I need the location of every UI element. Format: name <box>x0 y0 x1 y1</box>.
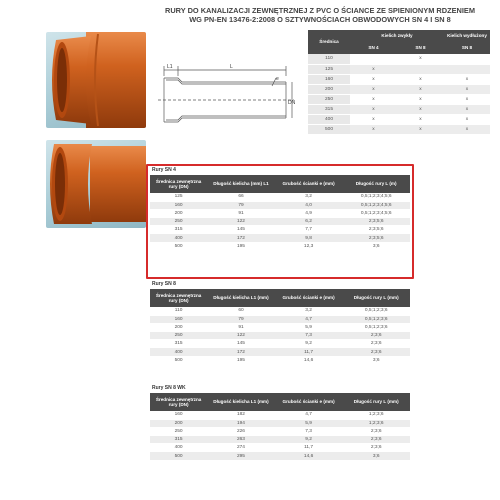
cell-diameter: 500 <box>150 242 207 250</box>
col-socket-length: Długość kielicha L1 (mm) <box>207 393 275 411</box>
cell-availability: x <box>397 54 444 64</box>
cell-wall-thickness: 7,3 <box>275 332 343 340</box>
table-row <box>150 201 410 209</box>
cell-wall-thickness: 3,2 <box>275 193 343 201</box>
col-pipe-length: Długość rury L (mm) <box>342 393 410 411</box>
col-sn8-ext: SN 8 <box>444 42 490 54</box>
cell-socket-length: 91 <box>207 209 275 217</box>
cell-wall-thickness: 4,7 <box>275 315 343 323</box>
cell-wall-thickness: 9,8 <box>275 234 343 242</box>
table-row <box>150 332 410 340</box>
cell-availability: x <box>397 114 444 124</box>
cell-wall-thickness: 5,9 <box>275 323 343 331</box>
cell-wall-thickness: 11,7 <box>275 444 343 452</box>
cell-diameter: 250 <box>150 218 207 226</box>
cell-diameter: 200 <box>150 209 207 217</box>
table-row <box>150 307 410 315</box>
col-pipe-length: Długość rury L (m) <box>342 175 410 193</box>
cell-availability <box>350 54 397 64</box>
cell-diameter: 160 <box>150 315 207 323</box>
table-row <box>308 94 490 104</box>
table-row <box>150 356 410 364</box>
cell-diameter: 125 <box>308 64 350 74</box>
cell-pipe-length: 3;6 <box>342 356 410 364</box>
cell-pipe-length: 1;2;3;6 <box>342 411 410 419</box>
cell-pipe-length: 3;6 <box>342 242 410 250</box>
table-row <box>150 411 410 419</box>
cell-pipe-length: 2;3;5;6 <box>342 226 410 234</box>
diagram-label-l: L <box>230 64 233 70</box>
cell-wall-thickness: 7,3 <box>275 427 343 435</box>
table-row <box>308 64 490 74</box>
table-row <box>308 74 490 84</box>
cell-wall-thickness: 12,3 <box>275 242 343 250</box>
section-sn8-wk <box>150 384 410 461</box>
cell-pipe-length: 0,5;1;2;3;4;5;6 <box>342 193 410 201</box>
table-row <box>150 209 410 217</box>
col-wall-thickness: Grubość ścianki e (mm) <box>275 393 343 411</box>
table-row <box>308 84 490 94</box>
cell-socket-length: 295 <box>207 452 275 460</box>
cell-socket-length: 60 <box>207 307 275 315</box>
table-row <box>150 218 410 226</box>
cell-availability: x <box>350 104 397 114</box>
col-wall-thickness: Grubość ścianki e (mm) <box>275 289 343 307</box>
table-row <box>308 124 490 134</box>
table-row <box>150 452 410 460</box>
col-socket-length: Długość kielicha (mm) L1 <box>207 175 275 193</box>
cell-diameter: 500 <box>150 452 207 460</box>
cell-socket-length: 172 <box>207 234 275 242</box>
cell-availability <box>444 64 490 74</box>
table-row <box>308 114 490 124</box>
cell-availability: x <box>397 124 444 134</box>
cell-socket-length: 172 <box>207 348 275 356</box>
diagram-label-dn: DN <box>288 100 296 106</box>
col-diameter: Średnica zewnętrzna rury (DN) <box>150 393 207 411</box>
table-row <box>150 427 410 435</box>
cell-pipe-length: 2;3;5;6 <box>342 218 410 226</box>
table-row <box>150 436 410 444</box>
cell-pipe-length: 2;3;6 <box>342 340 410 348</box>
cell-socket-length: 145 <box>207 226 275 234</box>
cell-availability: x <box>397 94 444 104</box>
cell-socket-length: 122 <box>207 218 275 226</box>
cell-availability <box>397 64 444 74</box>
table-row <box>150 234 410 242</box>
cell-availability: x <box>397 84 444 94</box>
title-line-2: WG PN-EN 13476-2:2008 O SZTYWNOŚCIACH OBWODOWYCH SN 4 I SN 8 <box>189 15 451 24</box>
cell-wall-thickness: 4,9 <box>275 209 343 217</box>
cell-socket-length: 195 <box>207 242 275 250</box>
cell-pipe-length: 0,5;1;2;3;6 <box>342 323 410 331</box>
sn-availability-table <box>308 30 490 135</box>
cell-pipe-length: 2;3;5;6 <box>342 234 410 242</box>
sn8-table <box>150 289 410 365</box>
cell-diameter: 315 <box>308 104 350 114</box>
cell-diameter: 250 <box>150 332 207 340</box>
table-row <box>150 315 410 323</box>
cell-diameter: 315 <box>150 340 207 348</box>
cell-pipe-length: 0,5;1;2;3;6 <box>342 307 410 315</box>
cell-wall-thickness: 6,2 <box>275 218 343 226</box>
cell-socket-length: 79 <box>207 201 275 209</box>
col-sn8: SN 8 <box>397 42 444 54</box>
cell-diameter: 110 <box>150 307 207 315</box>
cell-socket-length: 122 <box>207 332 275 340</box>
cell-wall-thickness: 4,0 <box>275 201 343 209</box>
cell-availability: x <box>444 94 490 104</box>
cell-socket-length: 145 <box>207 340 275 348</box>
cell-wall-thickness: 4,7 <box>275 411 343 419</box>
col-diameter: Średnica <box>308 30 350 54</box>
cell-availability: x <box>350 94 397 104</box>
cell-diameter: 160 <box>150 201 207 209</box>
col-socket-length: Długość kielicha L1 (mm) <box>207 289 275 307</box>
cell-wall-thickness: 7,7 <box>275 226 343 234</box>
table-row <box>150 242 410 250</box>
cell-wall-thickness: 9,2 <box>275 340 343 348</box>
sn4-table <box>150 175 410 251</box>
section-title: Rury SN 8 WK <box>152 385 186 391</box>
cell-availability: x <box>444 74 490 84</box>
table-row <box>150 226 410 234</box>
table-row <box>150 193 410 201</box>
cell-diameter: 200 <box>150 419 207 427</box>
col-diameter: Średnica zewnętrzna rury (DN) <box>150 175 207 193</box>
cell-diameter: 160 <box>150 411 207 419</box>
cell-diameter: 160 <box>308 74 350 84</box>
cell-socket-length: 182 <box>207 411 275 419</box>
cell-socket-length: 226 <box>207 427 275 435</box>
cell-availability: x <box>444 104 490 114</box>
cell-diameter: 400 <box>308 114 350 124</box>
cell-availability: x <box>444 114 490 124</box>
cell-wall-thickness: 9,2 <box>275 436 343 444</box>
cell-pipe-length: 2;3;6 <box>342 444 410 452</box>
cell-availability: x <box>444 124 490 134</box>
title-line-1: RURY DO KANALIZACJI ZEWNĘTRZNEJ Z PVC O ŚCIANCE ZE SPIENIONYM RDZENIEM <box>164 6 476 15</box>
cell-diameter: 125 <box>150 193 207 201</box>
section-sn4 <box>150 166 410 251</box>
table-row <box>308 54 490 64</box>
group-extended-socket: Kielich wydłużony <box>444 30 490 42</box>
pipe-diagram <box>152 30 300 145</box>
cell-pipe-length: 0,5;1;2;3;6 <box>342 315 410 323</box>
cell-diameter: 200 <box>308 84 350 94</box>
cell-pipe-length: 2;3;6 <box>342 348 410 356</box>
sn8-wk-table <box>150 393 410 461</box>
cell-availability: x <box>397 104 444 114</box>
cell-availability: x <box>350 114 397 124</box>
cell-availability: x <box>350 74 397 84</box>
cell-availability: x <box>397 74 444 84</box>
pipe-photo-bottom <box>46 140 146 228</box>
section-title: Rury SN 8 <box>152 281 176 287</box>
table-row <box>308 104 490 114</box>
cell-diameter: 250 <box>308 94 350 104</box>
diagram-label-e: e <box>276 76 279 82</box>
cell-availability: x <box>350 124 397 134</box>
cell-wall-thickness: 5,9 <box>275 419 343 427</box>
cell-socket-length: 91 <box>207 323 275 331</box>
cell-diameter: 500 <box>308 124 350 134</box>
col-pipe-length: Długość rury L (mm) <box>342 289 410 307</box>
cell-availability <box>444 54 490 64</box>
cell-pipe-length: 2;3;6 <box>342 436 410 444</box>
col-diameter: Średnica zewnętrzna rury (DN) <box>150 289 207 307</box>
cell-socket-length: 66 <box>207 193 275 201</box>
cell-pipe-length: 2;3;6 <box>342 332 410 340</box>
table-row <box>150 348 410 356</box>
cell-diameter: 400 <box>150 348 207 356</box>
cell-availability: x <box>350 64 397 74</box>
cell-availability: x <box>444 84 490 94</box>
cell-diameter: 200 <box>150 323 207 331</box>
cell-diameter: 110 <box>308 54 350 64</box>
cell-diameter: 500 <box>150 356 207 364</box>
col-sn4: SN 4 <box>350 42 397 54</box>
cell-pipe-length: 3;6 <box>342 452 410 460</box>
cell-diameter: 400 <box>150 444 207 452</box>
cell-diameter: 250 <box>150 427 207 435</box>
cell-socket-length: 274 <box>207 444 275 452</box>
cell-pipe-length: 0,5;1;2;3;4;5;6 <box>342 201 410 209</box>
diagram-label-l1: L1 <box>167 64 173 70</box>
cell-pipe-length: 2;3;6 <box>342 427 410 435</box>
col-wall-thickness: Grubość ścianki e (mm) <box>275 175 343 193</box>
table-row <box>150 340 410 348</box>
cell-pipe-length: 0,5;1;2;3;4;5;6 <box>342 209 410 217</box>
cell-socket-length: 194 <box>207 419 275 427</box>
cell-wall-thickness: 14,6 <box>275 356 343 364</box>
cell-wall-thickness: 3,2 <box>275 307 343 315</box>
cell-availability: x <box>350 84 397 94</box>
section-title: Rury SN 4 <box>152 167 176 173</box>
cell-socket-length: 263 <box>207 436 275 444</box>
cell-diameter: 400 <box>150 234 207 242</box>
table-row <box>150 323 410 331</box>
pipe-photo-top <box>46 32 146 128</box>
cell-wall-thickness: 11,7 <box>275 348 343 356</box>
cell-socket-length: 79 <box>207 315 275 323</box>
page-title <box>150 6 490 24</box>
group-regular-socket: Kielich zwykły <box>350 30 444 42</box>
section-sn8 <box>150 280 410 365</box>
cell-diameter: 315 <box>150 226 207 234</box>
table-row <box>150 444 410 452</box>
cell-socket-length: 195 <box>207 356 275 364</box>
cell-pipe-length: 1;2;3;6 <box>342 419 410 427</box>
table-row <box>150 419 410 427</box>
cell-diameter: 315 <box>150 436 207 444</box>
cell-wall-thickness: 14,6 <box>275 452 343 460</box>
